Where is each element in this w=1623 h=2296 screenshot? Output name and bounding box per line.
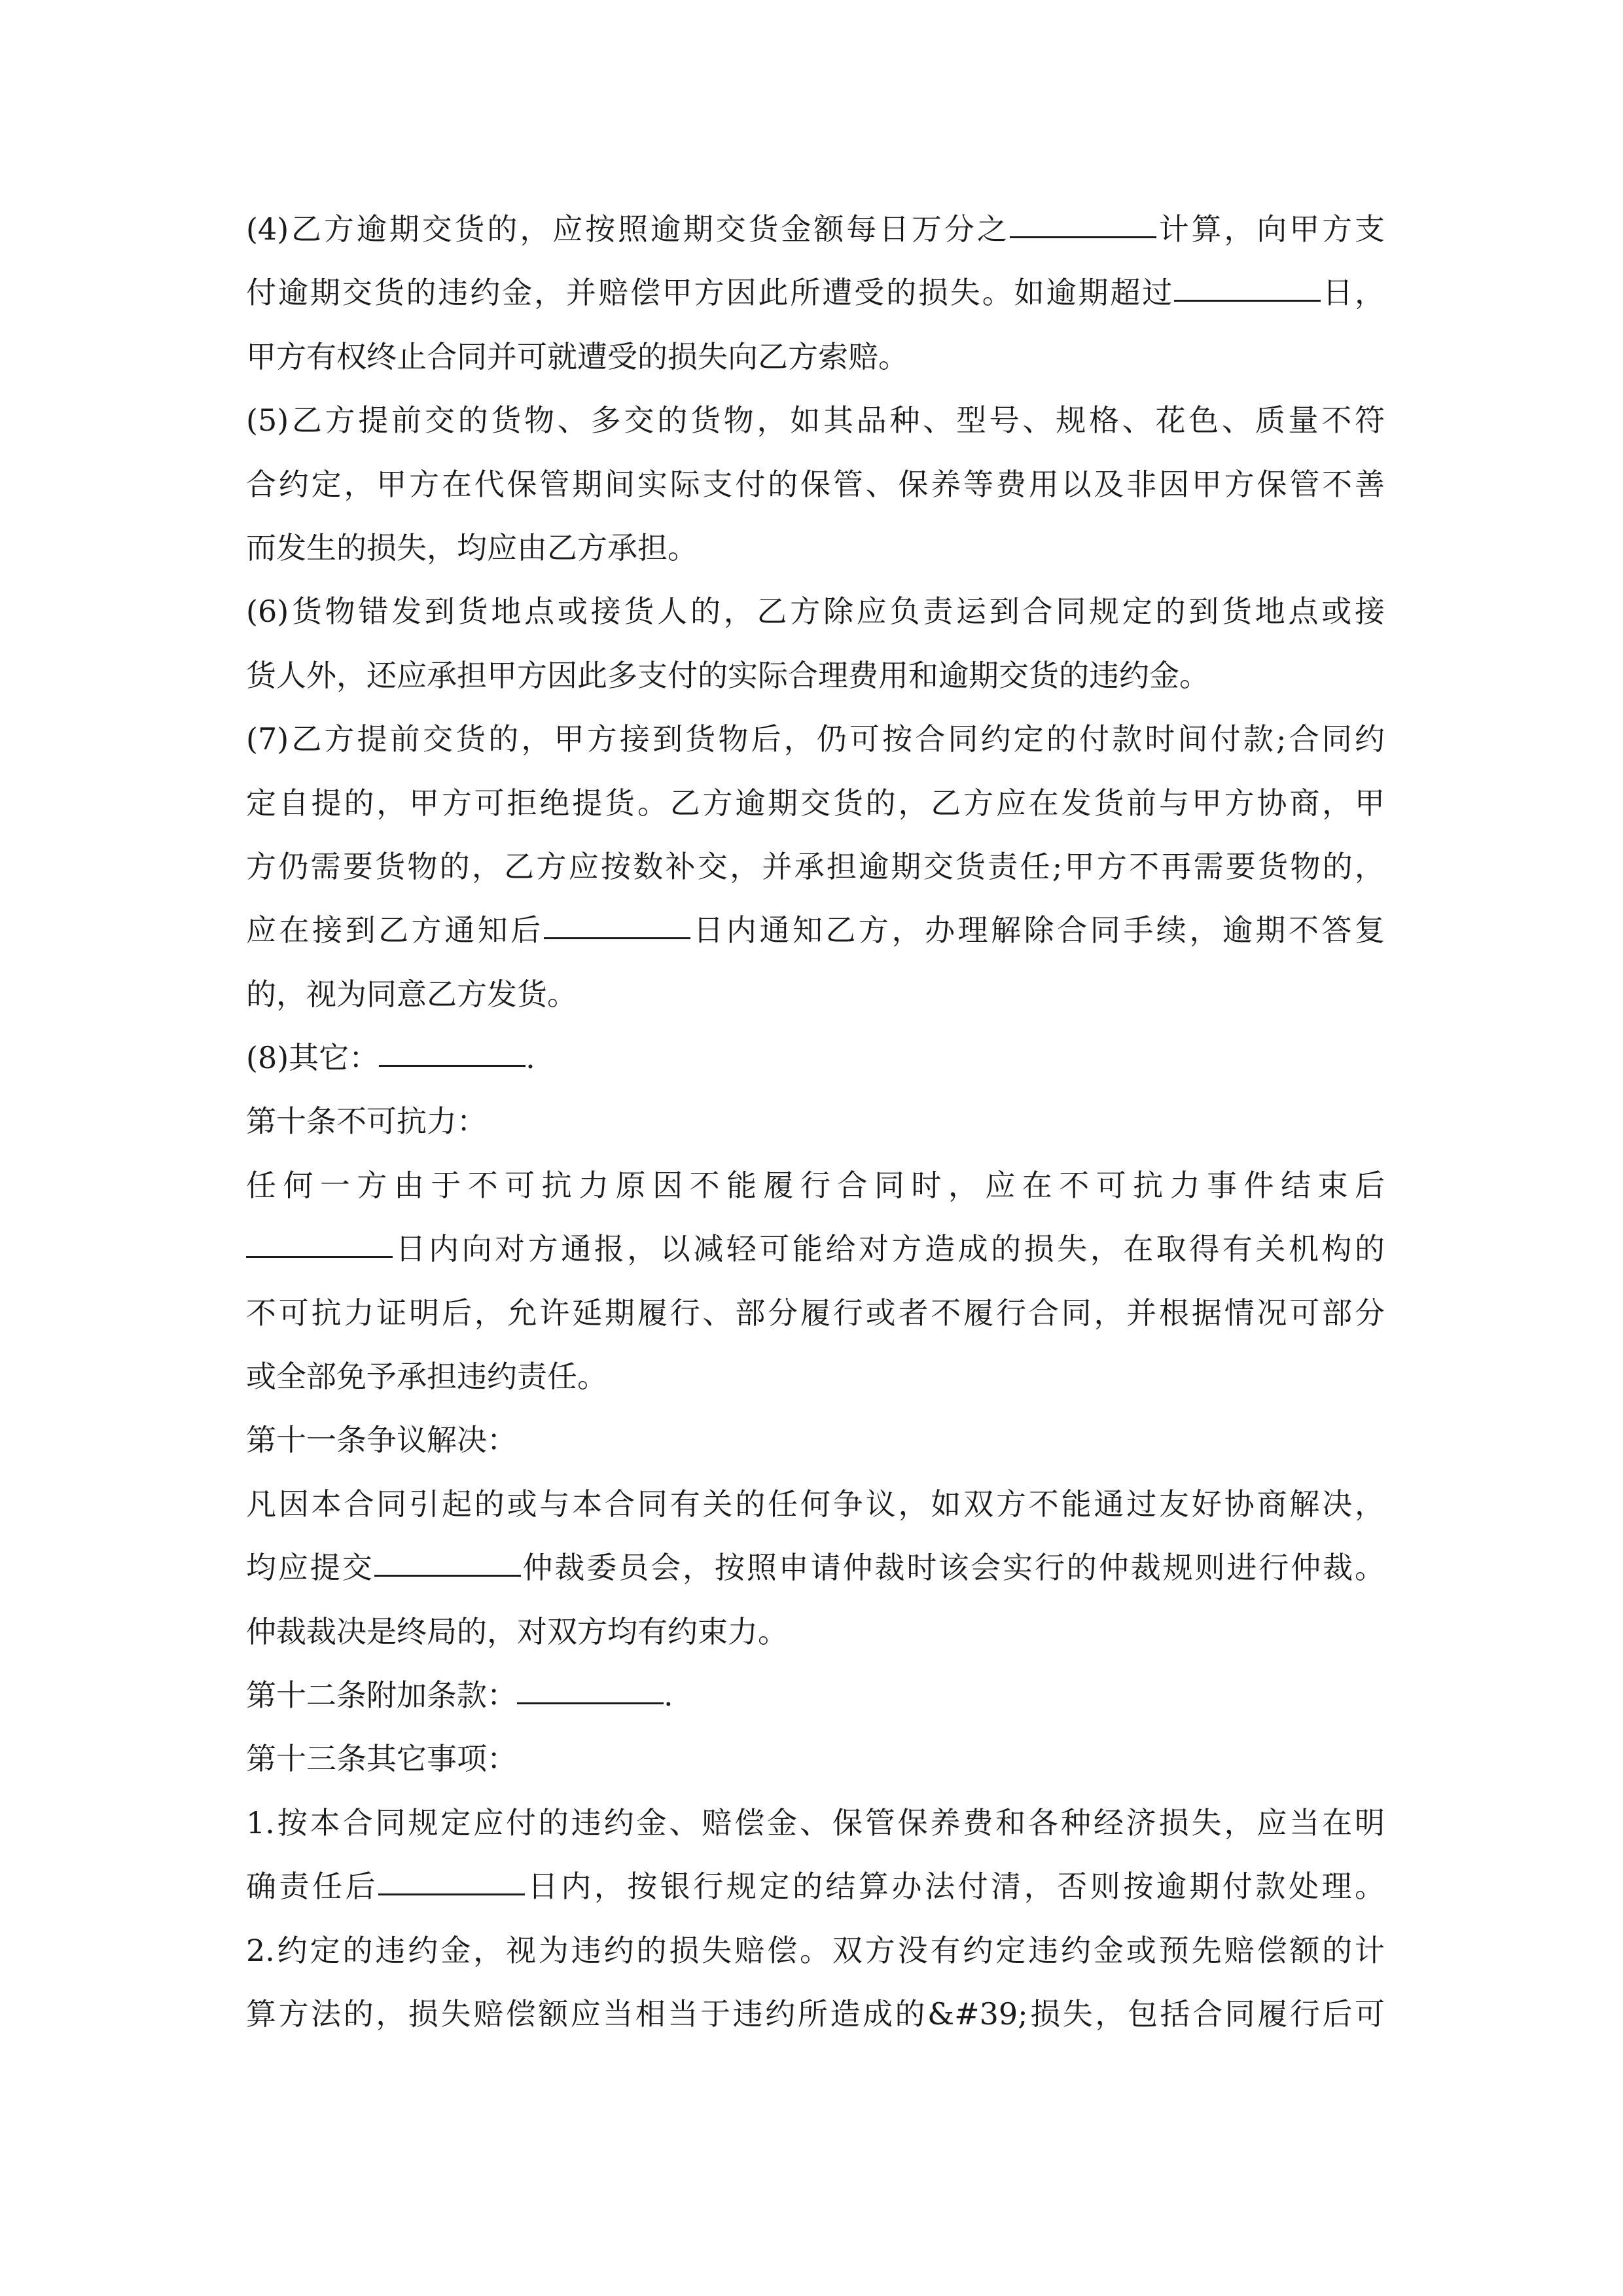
text-line — [246, 1536, 1385, 1600]
fill-in-blank — [1174, 274, 1321, 302]
text-segment: 不可抗力证明后，允许延期履行、部分履行或者不履行合同，并根据情况可部分 — [246, 1295, 1385, 1331]
text-line — [246, 198, 1385, 261]
fill-in-blank — [1010, 210, 1156, 238]
text-line — [246, 325, 1385, 389]
text-segment: 第十条不可抗力： — [246, 1103, 487, 1139]
text-segment: 1.按本合同规定应付的违约金、赔偿金、保管保养费和各种经济损失，应当在明 — [246, 1804, 1385, 1840]
text-line — [246, 963, 1385, 1026]
text-line — [246, 1600, 1385, 1664]
section-heading — [246, 1727, 1385, 1791]
text-line — [246, 1026, 1385, 1090]
text-line — [246, 1473, 1385, 1536]
text-segment: 付逾期交货的违约金，并赔偿甲方因此所遭受的损失。如逾期超过 — [246, 275, 1175, 311]
section-heading — [246, 1090, 1385, 1153]
text-segment: 日， — [1321, 275, 1385, 311]
fill-in-blank — [246, 1230, 393, 1258]
text-line — [246, 708, 1385, 771]
text-line — [246, 1217, 1385, 1281]
text-segment: 日内通知乙方，办理解除合同手续，逾期不答复 — [690, 912, 1385, 948]
text-line — [246, 1855, 1385, 1918]
text-line — [246, 1982, 1385, 2046]
text-segment: 货人外，还应承担甲方因此多支付的实际合理费用和逾期交货的违约金。 — [246, 657, 1209, 693]
text-line — [246, 516, 1385, 580]
text-segment: 第十三条其它事项： — [246, 1741, 517, 1777]
text-segment: 仲裁委员会，按照申请仲裁时该会实行的仲裁规则进行仲裁。 — [520, 1550, 1385, 1586]
text-line — [246, 261, 1385, 325]
text-segment: 而发生的损失，均应由乙方承担。 — [246, 529, 698, 565]
text-line — [246, 772, 1385, 835]
text-line — [246, 389, 1385, 452]
text-segment: (7)乙方提前交货的，甲方接到货物后，仍可按合同约定的付款时间付款;合同约 — [246, 721, 1385, 757]
text-segment: (5)乙方提前交的货物、多交的货物，如其品种、型号、规格、花色、质量不符 — [246, 403, 1385, 439]
section-heading — [246, 1664, 1385, 1727]
fill-in-blank — [544, 911, 690, 939]
text-segment: 均应提交 — [246, 1550, 374, 1586]
text-line — [246, 1154, 1385, 1217]
text-segment: 凡因本合同引起的或与本合同有关的任何争议，如双方不能通过友好协商解决， — [246, 1486, 1385, 1522]
text-segment: 合约定，甲方在代保管期间实际支付的保管、保养等费用以及非因甲方保管不善 — [246, 466, 1385, 502]
text-segment: 2.约定的违约金，视为违约的损失赔偿。双方没有约定违约金或预先赔偿额的计 — [246, 1932, 1385, 1968]
document-body — [246, 198, 1385, 2046]
text-segment: . — [526, 1040, 535, 1076]
text-segment: . — [664, 1677, 673, 1713]
text-segment: 方仍需要货物的，乙方应按数补交，并承担逾期交货责任;甲方不再需要货物的， — [246, 848, 1385, 884]
text-segment: 第十二条附加条款： — [246, 1677, 517, 1713]
text-line — [246, 644, 1385, 708]
text-segment: 日内向对方通报，以减轻可能给对方造成的损失，在取得有关机构的 — [393, 1231, 1385, 1267]
text-segment: 应在接到乙方通知后 — [246, 912, 544, 948]
text-segment: 确责任后 — [246, 1869, 379, 1905]
text-segment: 甲方有权终止合同并可就遭受的损失向乙方索赔。 — [246, 338, 908, 374]
text-line — [246, 835, 1385, 899]
fill-in-blank — [374, 1549, 521, 1577]
section-heading — [246, 1408, 1385, 1472]
fill-in-blank — [517, 1676, 664, 1704]
text-segment: 或全部免予承担违约责任。 — [246, 1359, 607, 1395]
text-segment: 算方法的，损失赔偿额应当相当于违约所造成的&#39;损失，包括合同履行后可 — [246, 1996, 1385, 2032]
fill-in-blank — [379, 1039, 526, 1067]
text-segment: 仲裁裁决是终局的，对双方均有约束力。 — [246, 1613, 788, 1649]
text-line — [246, 580, 1385, 643]
text-line — [246, 1919, 1385, 1982]
text-segment: 的，视为同意乙方发货。 — [246, 976, 577, 1012]
fill-in-blank — [378, 1867, 525, 1895]
text-line — [246, 899, 1385, 962]
text-line — [246, 1791, 1385, 1855]
text-segment: (8)其它： — [246, 1040, 380, 1076]
text-line — [246, 453, 1385, 516]
text-line — [246, 1345, 1385, 1408]
text-segment: (4)乙方逾期交货的，应按照逾期交货金额每日万分之 — [246, 211, 1010, 247]
text-segment: 定自提的，甲方可拒绝提货。乙方逾期交货的，乙方应在发货前与甲方协商，甲 — [246, 785, 1385, 821]
text-segment: 第十一条争议解决： — [246, 1422, 517, 1458]
text-line — [246, 1282, 1385, 1345]
text-segment: (6)货物错发到货地点或接货人的，乙方除应负责运到合同规定的到货地点或接 — [246, 594, 1385, 630]
text-segment: 计算，向甲方支 — [1156, 211, 1385, 247]
text-segment: 日内，按银行规定的结算办法付清，否则按逾期付款处理。 — [525, 1869, 1385, 1905]
text-segment: 任何一方由于不可抗力原因不能履行合同时，应在不可抗力事件结束后 — [246, 1167, 1385, 1203]
